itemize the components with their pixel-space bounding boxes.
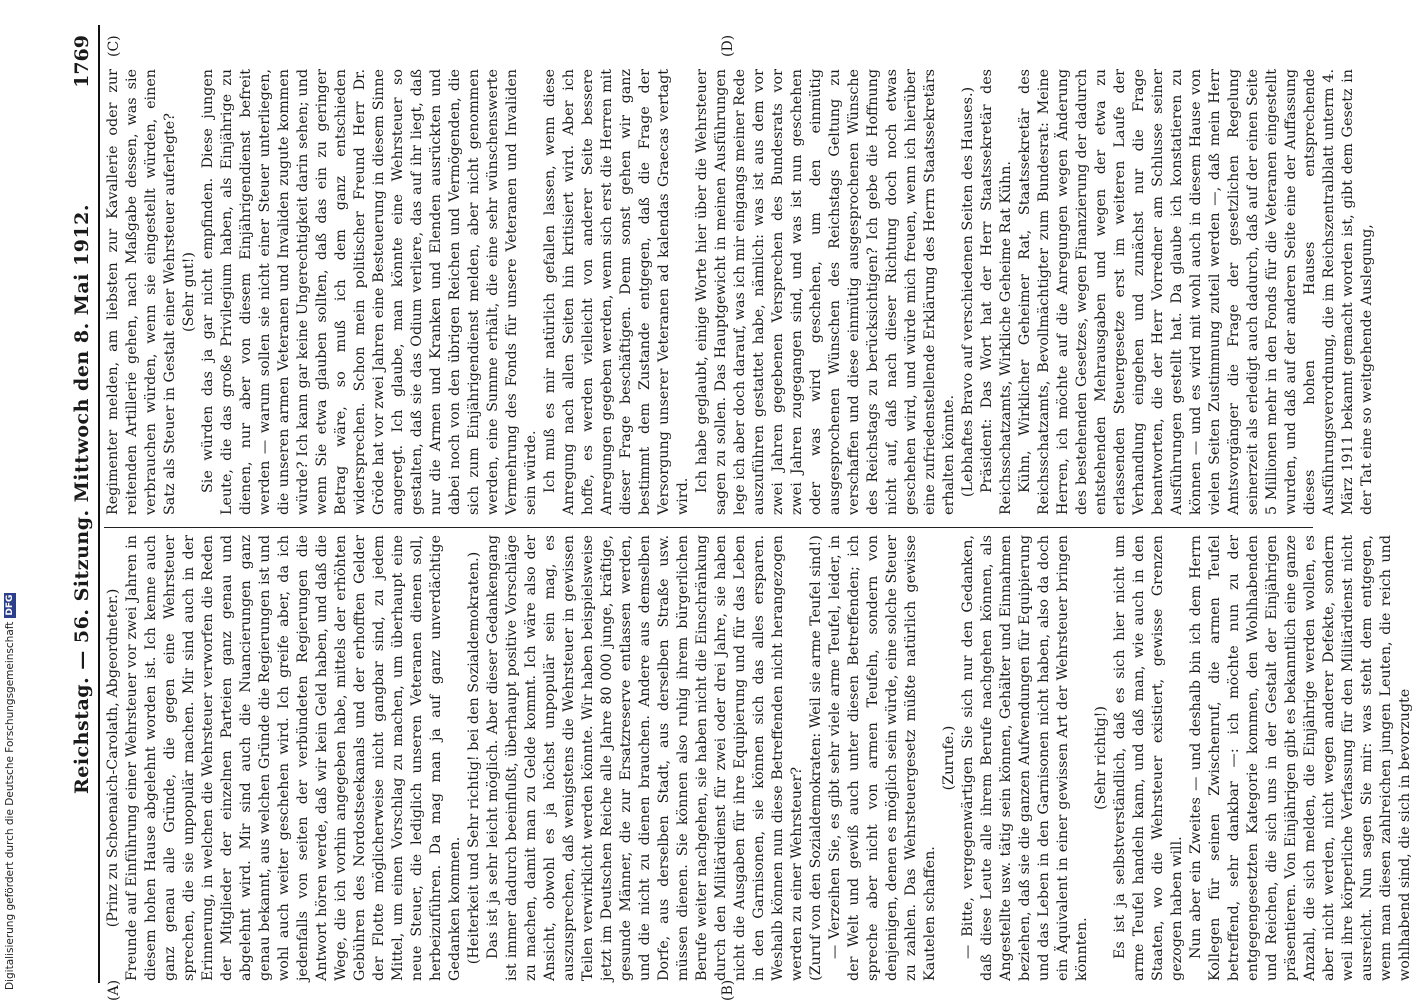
paragraph: Sie würden das ja gar nicht empfinden. Diese jungen Leute, die das große Privilegium haben, als Einjährige zu dienen, nur aber von diesem Einjährigendienst befreit werden — warum sollen sie nicht einer Steuer unterliegen, die unseren armen Veteranen und Invaliden zugute kommen würde? Ich kann gar keine Ungerechtigkeit darin sehen; und wenn Sie etwa glauben sollten, daß das ein zu geringer Betrag wäre, so muß ich dem ganz entschieden widersprechen. Schon mein politischer Freund Herr Dr. Gröde hat vor zwei Jahren eine Besteuerung in diesem Sinne angeregt. Ich glaube, man könnte eine Wehrsteuer so gestalten, daß sie das Odium verliere, das auf ihr liegt, daß nur die Armen und Kranken und Elenden ausrückten und dabei noch von den übrigen Reichen und Vermögenden, die sich zum Einjährigendienst melden, aber nicht genommen werden, eine Summe erhält, die eine sehr wünschenswerte Vermehrung des Fonds für unsere Veteranen und Invaliden sein würde. bbox=[200, 69, 539, 515]
interjection: (Zuruf von den Sozialdemokraten: Weil sie arme Teufel sind!) bbox=[808, 535, 824, 981]
left-column bbox=[104, 535, 1415, 981]
running-header bbox=[70, 35, 94, 963]
paragraph: Präsident: Das Wort hat der Herr Staatssekretär des Reichsschatzamts, Wirkliche Geheime Rat Kühn. bbox=[979, 69, 1014, 515]
right-column bbox=[104, 69, 1377, 515]
interjection: (Sehr gut!) bbox=[181, 252, 197, 332]
interjection: (Zurufe.) bbox=[941, 725, 957, 791]
margin-mark-a: (A) bbox=[106, 979, 122, 1001]
footer-credit-strip bbox=[3, 594, 17, 990]
speaker-note: (Prinz zu Schoenaich-Carolath, Abgeordneter.) bbox=[105, 588, 121, 928]
interjection: (Sehr richtig!) bbox=[1093, 706, 1109, 810]
paragraph: — Bitte, vergegenwärtigen Sie sich nur den Gedanken, daß diese Leute alle ihrem Berufe nachgehen können, als Angestellte usw. tätig sein können, Gehälter und Einnahmen beziehen, daß sie die ganzen Aufwendungen für Equipierung und das Leben in den Garnisonen nicht haben, also da doch ein Äquivalent in einer gewissen Art der Wehrsteuer bringen könnten. bbox=[960, 535, 1090, 981]
footer-credit-text: Digitalisierung gefördert durch die Deutsche Forschungsgemeinschaft bbox=[4, 621, 16, 990]
paragraph: Ich muß es mir natürlich gefallen lassen, wenn diese Anregung nach allen Seiten hin kritisiert wird. Aber ich hoffe, es werden vielleicht von anderer Seite bessere Anregungen gegeben werden, wenn sich erst die Herren mit dieser Frage beschäftigen. Denn sonst gehen wir ganz bestimmt dem Zustande entgegen, daß die Frage der Versorgung unserer Veteranen ad kalendas Graecas vertagt wird. bbox=[542, 69, 691, 515]
header-title: Reichstag. — 56. Sitzung. Mittwoch den 8. Mai 1912. bbox=[71, 204, 93, 794]
paragraph: Ich habe geglaubt, einige Worte hier über die Wehrsteuer sagen zu sollen. Das Hauptgewicht in meinen Ausführungen lege ich aber doch darauf, was ich mir eingangs meiner Rede auszuführen gestattet habe, nämlich: was ist aus dem vor zwei Jahren gegebenen Versprechen des Bundesrats vor zwei Jahren zugegangen sind, und was ist nun geschehen oder was wird geschehen, um den einmütig ausgesprochenen Wünschen des Reichstags Geltung zu verschaffen und diese einmütig ausgesprochenen Wünsche des Reichstags zu berücksichtigen? Ich gebe die Hoffnung nicht auf, daß nach dieser Richtung doch noch etwas geschehen wird, und würde mich freuen, wenn ich hierüber eine zufriedenstellende Erklärung des Herrn Staatssekretärs erhalten könnte. bbox=[694, 69, 957, 515]
column-separator bbox=[104, 527, 1313, 528]
header-rule bbox=[98, 25, 100, 983]
margin-mark-c: (C) bbox=[106, 35, 122, 57]
paragraph: Das ist ja sehr leicht möglich. Aber dieser Gedankengang ist immer dadurch beeinflußt, überhaupt positive Vorschläge zu machen, damit man zu Gelde kommt. Ich wäre also der Ansicht, obwohl es ja höchst unpopulär sein mag, es auszusprechen, daß wenigstens die Wehrsteuer in gewissen Teilen verwirklicht werden könnte. Wir haben beispielsweise jetzt im Deutschen Reiche alle Jahre 80 000 junge, kräftige, gesunde Männer, die zur Ersatzreserve entlassen werden, und die nicht zu dienen brauchen. Andere aus demselben Dorfe, aus derselben Stadt, aus derselben Straße usw. müssen dienen. Sie können also ruhig ihrem bürgerlichen Berufe weiter nachgehen, sie haben nicht die Einschränkung durch den Militärdienst für zwei oder drei Jahre, sie haben nicht die Ausgaben für ihre Equipierung und für das Leben in den Garnisonen, sie können sich das alles ersparen. Weshalb können nun diese Betreffenden nicht herangezogen werden zu einer Wehrsteuer? bbox=[485, 535, 805, 981]
paragraph: Es ist ja selbstverständlich, daß es sich hier nicht um arme Teufel handeln kann, und daß man, wie auch in den Staaten, wo die Wehrsteuer existiert, gewisse Grenzen gezogen haben will. bbox=[1112, 535, 1185, 981]
paragraph: Regimenter melden, am liebsten zur Kavallerie oder zur reitenden Artillerie gehen, nach Maßgabe dessen, was sie verbrauchen würden, wenn sie eingestellt würden, einen Satz als Steuer in Gestalt einer Wehrsteuer auferlegte? bbox=[105, 69, 178, 515]
page-number: 1769 bbox=[71, 35, 93, 88]
margin-mark-b: (B) bbox=[720, 979, 736, 1001]
paragraph: — Verzeihen Sie, es gibt sehr viele arme Teufel, leider, in der Welt und gewiß auch unter diesen Betreffenden; ich spreche aber nicht von armen Teufeln, sondern von denjenigen, denen es möglich sein würde, eine solche Steuer zu zahlen. Das Wehrsteuergesetz müßte natürlich gewisse Kautelen schaffen. bbox=[827, 535, 938, 981]
rotated-page bbox=[60, 3, 1413, 1003]
margin-mark-d: (D) bbox=[720, 34, 736, 57]
interjection: (Lebhaftes Bravo auf verschiedenen Seiten des Hauses.) bbox=[960, 86, 976, 498]
paragraph: Nun aber ein Zweites — und deshalb bin ich dem Herrn Kollegen für seinen Zwischenruf, die armen Teufel betreffend, sehr dankbar —: ich möchte nun zu der entgegengesetzten Kategorie kommen, den Wohlhabenden und Reichen, die sich uns in der Gestalt der Einjährigen präsentieren. Von Einjährigen gibt es bekanntlich eine ganze Anzahl, die sich melden, die Einjährige werden wollen, es aber nicht werden, nicht wegen anderer Defekte, sondern weil ihre körperliche Verfassung für den Militärdienst nicht ausreicht. Nun sagen Sie mir: was steht dem entgegen, wenn man diesen zahlreichen jungen Leuten, die reich und wohlhabend sind, die sich in bevorzugte bbox=[1188, 535, 1413, 981]
footer-credit bbox=[3, 594, 17, 990]
paragraph: Freunde auf Einführung einer Wehrsteuer vor zwei Jahren in diesem hohen Hause abgelehnt worden ist. Ich kenne auch ganz genau alle Gründe, die gegen eine Wehrsteuer sprechen, die sie unpopulär machen. Mir sind auch in der Erinnerung, in welchen die Wehrsteuer verworfen die Reden der Mitglieder der einzelnen Parteien ganz genau und abgelehnt wird. Mir sind auch die Nuancierungen ganz genau bekannt, aus welchen Gründe die Regierungen ist und wohl auch weiter geschehen wird. Ich greife aber, da ich jedenfalls von seiten der verbündeten Regierungen die Antwort hören werde, daß wir kein Geld haben, und daß die Wege, die ich vorhin angegeben habe, mittels der erhöhten Gebühren des Nordostseekanals und der erhofften Gelder der Flotte möglicherweise nicht gangbar sind, zu jedem Mittel, um einen Vorschlag zu machen, um überhaupt eine neue Steuer, die lediglich unseren Veteranen dienen soll, herbeizuführen. Da mag man ja auf ganz unverdächtige Gedanken kommen. bbox=[124, 535, 463, 981]
paragraph: Kühn, Wirklicher Geheimer Rat, Staatssekretär des Reichsschatzamts, Bevollmächtigter zum Bundesrat: Meine Herren, ich möchte auf die Anregungen wegen Änderung des bestehenden Gesetzes, wegen Finanzierung der dadurch entstehenden Mehrausgaben und wegen der etwa zu erlassenden Steuergesetze erst im weiteren Laufe der Verhandlung eingehen und zunächst nur die Frage beantworten, die der Herr Vorredner am Schlusse seiner Ausführungen gestellt hat. Da glaube ich konstatieren zu können — und es wird mit wohl auch in diesem Hause von vielen Seiten Zustimmung zuteil werden —, daß mein Herr Amtsvorgänger die Frage der gesetzlichen Regelung seinerzeit als erledigt auch dadurch, daß auf der einen Seite 5 Millionen mehr in den Fonds für die Veteranen eingestellt wurden, und daß auf der anderen Seite eine der Auffassung dieses hohen Hauses entsprechende Ausführungsverordnung, die im Reichszentralblatt unterm 4. März 1911 bekannt gemacht worden ist, gibt dem Gesetz in der Tat eine so weitgehende Auslegung, bbox=[1017, 69, 1375, 515]
dfg-logo: DFG bbox=[5, 594, 15, 616]
document-page bbox=[60, 15, 1413, 1003]
interjection: (Heiterkeit und Sehr richtig! bei den Sozialdemokraten.) bbox=[466, 551, 482, 965]
